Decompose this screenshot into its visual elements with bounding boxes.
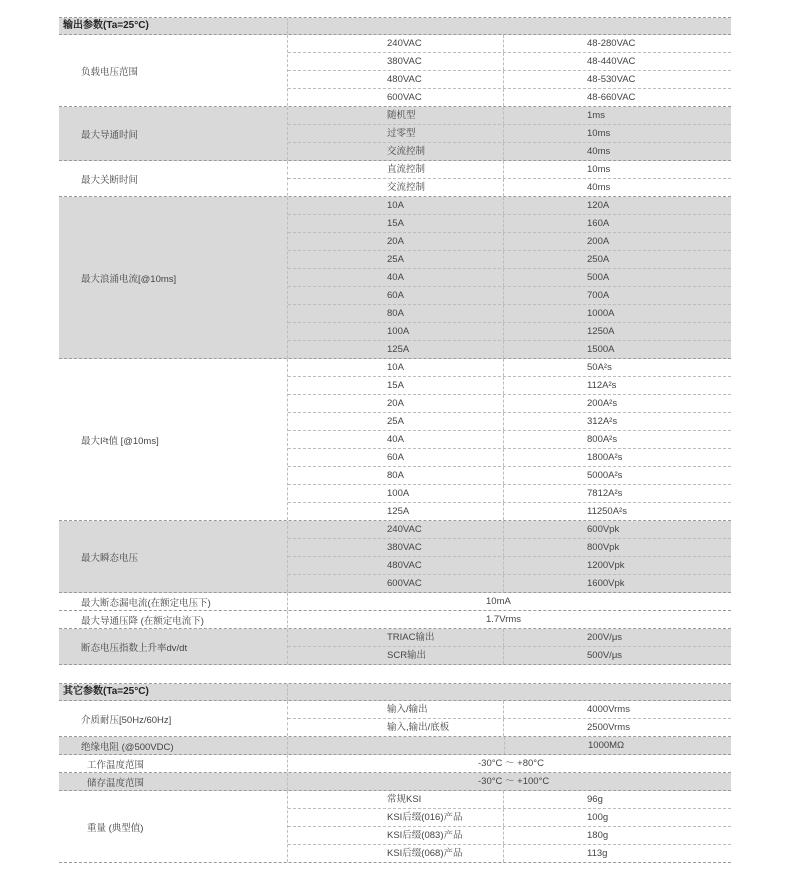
value-cell: 600Vpk xyxy=(587,524,620,535)
condition-cell: 40A xyxy=(288,431,504,448)
table-row xyxy=(288,233,731,251)
condition-cell: KSI后缀(083)产品 xyxy=(288,827,504,844)
output-params-table xyxy=(59,17,731,665)
condition-cell: 600VAC xyxy=(288,89,504,106)
value-cell: 1000A xyxy=(587,308,615,319)
param-value: 1000MΩ xyxy=(588,740,625,751)
table-row xyxy=(288,179,731,196)
value-cell: 2500Vrms xyxy=(587,722,630,733)
param-rows xyxy=(288,791,731,862)
insulation-row xyxy=(59,737,731,755)
value-cell: 200A²s xyxy=(587,398,618,409)
table-row xyxy=(288,143,731,160)
param-label: 负载电压范围 xyxy=(59,35,288,106)
table-row xyxy=(288,485,731,503)
surge-current-group xyxy=(59,197,731,359)
storage-temp-row xyxy=(59,773,731,791)
value-cell: 48-660VAC xyxy=(587,92,636,103)
voltage-drop-row xyxy=(59,611,731,629)
table-row xyxy=(288,377,731,395)
param-rows xyxy=(288,359,731,520)
param-label: 重量 (典型值) xyxy=(59,791,288,862)
value-cell: 113g xyxy=(587,848,608,859)
condition-cell: 10A xyxy=(288,197,504,214)
table-row xyxy=(288,269,731,287)
table-row xyxy=(288,719,731,736)
param-label: 介质耐压[50Hz/60Hz] xyxy=(59,701,288,736)
condition-cell: 随机型 xyxy=(288,107,504,124)
condition-cell: 常规KSI xyxy=(288,791,504,808)
table-row xyxy=(288,827,731,845)
value-cell: 5000A²s xyxy=(587,470,623,481)
condition-cell: 交流控制 xyxy=(288,143,504,160)
value-cell: 11250A²s xyxy=(587,506,627,517)
param-rows xyxy=(288,629,731,664)
condition-cell: 10A xyxy=(288,359,504,376)
table-row xyxy=(288,125,731,143)
param-label: 储存温度范围 xyxy=(59,773,288,790)
value-cell: 1600Vpk xyxy=(587,578,625,589)
table-row xyxy=(288,359,731,377)
condition-cell: KSI后缀(068)产品 xyxy=(288,845,504,862)
table-row xyxy=(288,449,731,467)
value-cell: 1800A²s xyxy=(587,452,623,463)
table-row xyxy=(288,323,731,341)
value-cell: 10ms xyxy=(587,128,611,139)
condition-cell: 25A xyxy=(288,251,504,268)
value-cell: 250A xyxy=(587,254,610,265)
param-label: 最大浪涌电流[@10ms] xyxy=(59,197,288,358)
empty-cell xyxy=(288,737,505,754)
i2t-group xyxy=(59,359,731,521)
table-row xyxy=(288,161,731,179)
value-cell: 100g xyxy=(587,812,609,823)
param-rows xyxy=(288,701,731,736)
value-cell: 180g xyxy=(587,830,609,841)
condition-cell: 直流控制 xyxy=(288,161,504,178)
condition-cell: 240VAC xyxy=(288,521,504,538)
param-value: -30°C ～ +80°C xyxy=(478,758,544,769)
value-cell: 500V/μs xyxy=(587,650,623,661)
param-label: 绝缘电阻 (@500VDC) xyxy=(59,737,288,754)
condition-cell: 125A xyxy=(288,503,504,520)
weight-group xyxy=(59,791,731,863)
param-label: 最大断态漏电流(在额定电压下) xyxy=(59,593,288,610)
condition-cell: 380VAC xyxy=(288,53,504,70)
transient-voltage-group xyxy=(59,521,731,593)
param-label: 最大瞬态电压 xyxy=(59,521,288,592)
condition-cell: 380VAC xyxy=(288,539,504,556)
param-label: 工作温度范围 xyxy=(59,755,288,772)
param-label: 断态电压指数上升率dv/dt xyxy=(59,629,288,664)
table-row xyxy=(288,539,731,557)
condition-cell: 15A xyxy=(288,215,504,232)
table-row xyxy=(288,197,731,215)
table-row xyxy=(288,503,731,520)
value-cell: 1500A xyxy=(587,344,615,355)
table-row xyxy=(288,35,731,53)
value-cell: 800A²s xyxy=(587,434,618,445)
value-cell: 4000Vrms xyxy=(587,704,630,715)
condition-cell: 输入,输出/底板 xyxy=(288,719,504,736)
load-voltage-group xyxy=(59,35,731,107)
condition-cell: 输入/输出 xyxy=(288,701,504,718)
table-row xyxy=(288,701,731,719)
param-rows xyxy=(288,521,731,592)
value-cell: 160A xyxy=(587,218,610,229)
condition-cell: KSI后缀(016)产品 xyxy=(288,809,504,826)
condition-cell: 15A xyxy=(288,377,504,394)
dvdt-group xyxy=(59,629,731,665)
table-row xyxy=(288,809,731,827)
condition-cell: 60A xyxy=(288,287,504,304)
table-row xyxy=(288,215,731,233)
value-cell: 96g xyxy=(587,794,603,805)
value-cell: 312A²s xyxy=(587,416,618,427)
table-row xyxy=(288,629,731,647)
param-rows xyxy=(288,197,731,358)
value-cell: 1200Vpk xyxy=(587,560,625,571)
param-value: 10mA xyxy=(486,596,511,607)
condition-cell: 40A xyxy=(288,269,504,286)
table-row xyxy=(288,845,731,862)
table-row xyxy=(288,431,731,449)
leakage-row xyxy=(59,593,731,611)
value-cell: 48-440VAC xyxy=(587,56,636,67)
value-cell: 800Vpk xyxy=(587,542,620,553)
table-row xyxy=(288,557,731,575)
condition-cell: 交流控制 xyxy=(288,179,504,196)
table-row xyxy=(288,647,731,664)
dielectric-group xyxy=(59,701,731,737)
condition-cell: 480VAC xyxy=(288,557,504,574)
param-rows xyxy=(288,35,731,106)
table-row xyxy=(288,107,731,125)
condition-cell: TRIAC输出 xyxy=(288,629,504,646)
param-rows xyxy=(288,161,731,196)
param-rows xyxy=(288,107,731,160)
param-value: -30°C ～ +100°C xyxy=(478,776,550,787)
condition-cell: SCR输出 xyxy=(288,647,504,664)
table-row xyxy=(288,71,731,89)
condition-cell: 100A xyxy=(288,485,504,502)
param-value: 1.7Vrms xyxy=(486,614,522,625)
condition-cell: 600VAC xyxy=(288,575,504,592)
other-params-header xyxy=(59,684,731,701)
param-label: 最大导通时间 xyxy=(59,107,288,160)
table-row xyxy=(288,287,731,305)
table-row xyxy=(288,305,731,323)
op-temp-row xyxy=(59,755,731,773)
param-label: 最大关断时间 xyxy=(59,161,288,196)
value-cell: 40ms xyxy=(587,146,611,157)
turn-off-group xyxy=(59,161,731,197)
value-cell: 120A xyxy=(587,200,610,211)
condition-cell: 80A xyxy=(288,305,504,322)
condition-cell: 过零型 xyxy=(288,125,504,142)
condition-cell: 20A xyxy=(288,233,504,250)
condition-cell: 80A xyxy=(288,467,504,484)
table-row xyxy=(288,251,731,269)
condition-cell: 60A xyxy=(288,449,504,466)
table-row xyxy=(288,521,731,539)
param-label: 最大I²t值 [@10ms] xyxy=(59,359,288,520)
value-cell: 48-530VAC xyxy=(587,74,636,85)
section-title: 输出参数(Ta=25°C) xyxy=(59,18,288,34)
table-row xyxy=(288,791,731,809)
condition-cell: 240VAC xyxy=(288,35,504,52)
condition-cell: 20A xyxy=(288,395,504,412)
condition-cell: 125A xyxy=(288,341,504,358)
other-params-table xyxy=(59,683,731,863)
output-params-header xyxy=(59,18,731,35)
value-cell: 7812A²s xyxy=(587,488,623,499)
value-cell: 700A xyxy=(587,290,610,301)
value-cell: 112A²s xyxy=(587,380,617,391)
table-row xyxy=(288,413,731,431)
condition-cell: 100A xyxy=(288,323,504,340)
table-row xyxy=(288,467,731,485)
value-cell: 500A xyxy=(587,272,610,283)
table-row xyxy=(288,53,731,71)
table-row xyxy=(288,341,731,358)
value-cell: 1ms xyxy=(587,110,605,121)
value-cell: 50A²s xyxy=(587,362,612,373)
table-row xyxy=(288,575,731,592)
condition-cell: 25A xyxy=(288,413,504,430)
value-cell: 200V/μs xyxy=(587,632,623,643)
condition-cell: 480VAC xyxy=(288,71,504,88)
value-cell: 1250A xyxy=(587,326,615,337)
table-row xyxy=(288,395,731,413)
value-cell: 10ms xyxy=(587,164,611,175)
table-row xyxy=(288,89,731,106)
turn-on-group xyxy=(59,107,731,161)
value-cell: 200A xyxy=(587,236,610,247)
param-label: 最大导通压降 (在额定电流下) xyxy=(59,611,288,628)
value-cell: 48-280VAC xyxy=(587,38,636,49)
value-cell: 40ms xyxy=(587,182,611,193)
section-title: 其它参数(Ta=25°C) xyxy=(59,684,288,700)
